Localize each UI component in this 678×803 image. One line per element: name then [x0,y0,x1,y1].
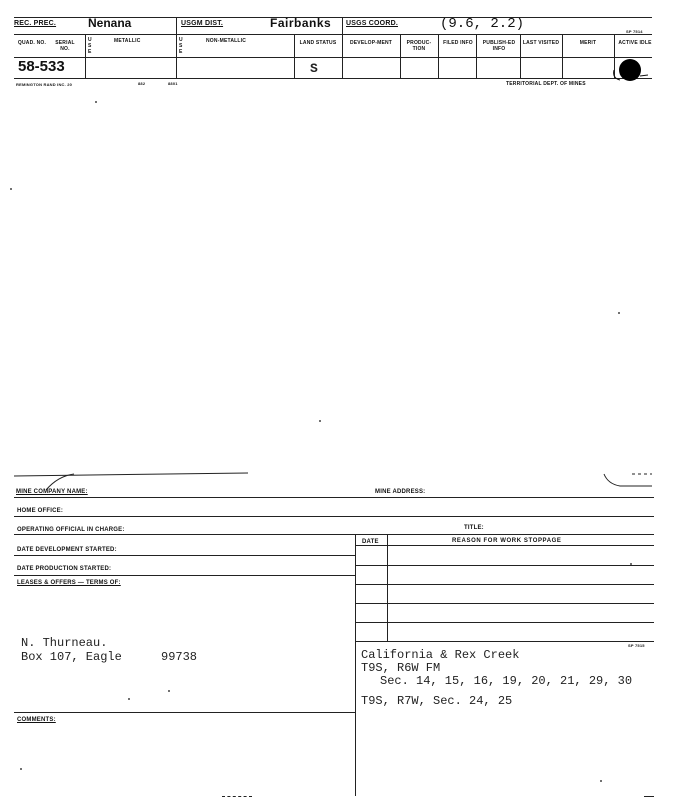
rule [355,584,654,585]
rule [14,516,654,517]
active-idle-label: ACTIVE IDLE [618,40,652,46]
rule [14,57,652,58]
usgs-coord-value: (9.6, 2.2) [440,16,525,32]
rule [14,534,654,535]
scan-speck [630,563,632,565]
land-status-value: S [310,61,318,76]
scan-speck [128,698,130,700]
published-info-label: PUBLISH-ED INFO [482,40,516,52]
usgs-coord-label: USGS COORD. [346,20,398,27]
rec-prec-label: REC. PREC. [14,20,57,27]
serial-no-label: SERIAL NO. [55,40,75,52]
rule [14,78,652,79]
usgm-dist-label: USGM DIST. [181,20,224,27]
development-label: DEVELOP-MENT [349,40,393,46]
scan-speck [95,101,97,103]
quad-no-label: QUAD. NO. [17,40,47,46]
divider [176,18,177,34]
leases-offers-label: LEASES & OFFERS — TERMS OF: [17,580,121,586]
torn-edge [8,470,668,496]
production-label: PRODUC-TION [406,40,432,52]
usgm-dist-value: Fairbanks [270,16,332,30]
location-line-3: Sec. 14, 15, 16, 19, 20, 21, 29, 30 [380,674,633,688]
divider [342,18,343,34]
active-marker-icon [608,56,648,86]
owner-address: Box 107, Eagle [21,650,122,664]
divider [355,534,356,796]
mine-address-label: MINE ADDRESS: [375,489,426,495]
owner-zip: 99738 [161,650,198,664]
date-development-started-label: DATE DEVELOPMENT STARTED: [17,547,117,553]
divider [294,34,295,78]
printer-code-2: 8801 [168,81,178,86]
rule [355,641,654,642]
rule [355,545,654,546]
rule [14,17,652,18]
date-production-started-label: DATE PRODUCTION STARTED: [17,566,112,572]
form-number-bottom: SP 7515 [628,643,645,648]
scan-speck [319,420,321,422]
rule [14,34,652,35]
scan-speck [644,796,654,797]
divider [438,34,439,78]
scan-speck [10,188,12,190]
rule [355,565,654,566]
scan-speck [600,780,602,782]
divider [476,34,477,78]
divider [342,34,343,78]
location-line-2: T9S, R6W FM [361,661,441,675]
location-line-1: California & Rex Creek [361,648,520,662]
divider [176,34,177,78]
metallic-label: METALLIC [114,38,141,44]
rule [14,497,654,498]
rule [14,575,355,576]
scan-speck [618,312,620,314]
date-column-label: DATE [362,539,379,545]
scan-speck [168,690,170,692]
last-visited-label: LAST VISITED [522,40,560,46]
filed-info-label: FILED INFO [443,40,473,46]
non-metallic-label: NON-METALLIC [206,38,247,44]
scan-speck [222,796,252,797]
title-label: TITLE: [464,525,484,531]
scan-speck [20,768,22,770]
form-number-top: SP 7514 [626,29,643,34]
merit-label: MERIT [579,40,597,46]
rule [14,555,355,556]
rule [14,712,355,713]
use-code-nonmetallic-label: U S E [179,37,183,55]
divider [400,34,401,78]
land-status-label: LAND STATUS [299,40,337,46]
comments-label: COMMENTS: [17,717,56,723]
operating-official-label: OPERATING OFFICIAL IN CHARGE: [17,527,125,533]
rule [355,603,654,604]
divider [85,34,86,78]
owner-name: N. Thurneau. [21,636,108,650]
use-code-metallic-label: U S E [88,37,92,55]
location-line-4: T9S, R7W, Sec. 24, 25 [361,694,513,708]
divider [562,34,563,78]
rule [355,622,654,623]
reason-column-label: REASON FOR WORK STOPPAGE [452,538,562,544]
printer-code-1: 882 [138,81,146,86]
rec-prec-value: Nenana [88,16,132,30]
mine-company-name-label: MINE COMPANY NAME: [16,489,88,495]
home-office-label: HOME OFFICE: [17,508,64,514]
department-label: TERRITORIAL DEPT. OF MINES [506,81,586,87]
divider [387,534,388,641]
printer-label: REMINGTON RAND INC. 20 [16,82,73,87]
quad-serial-value: 58-533 [18,58,65,75]
divider [520,34,521,78]
